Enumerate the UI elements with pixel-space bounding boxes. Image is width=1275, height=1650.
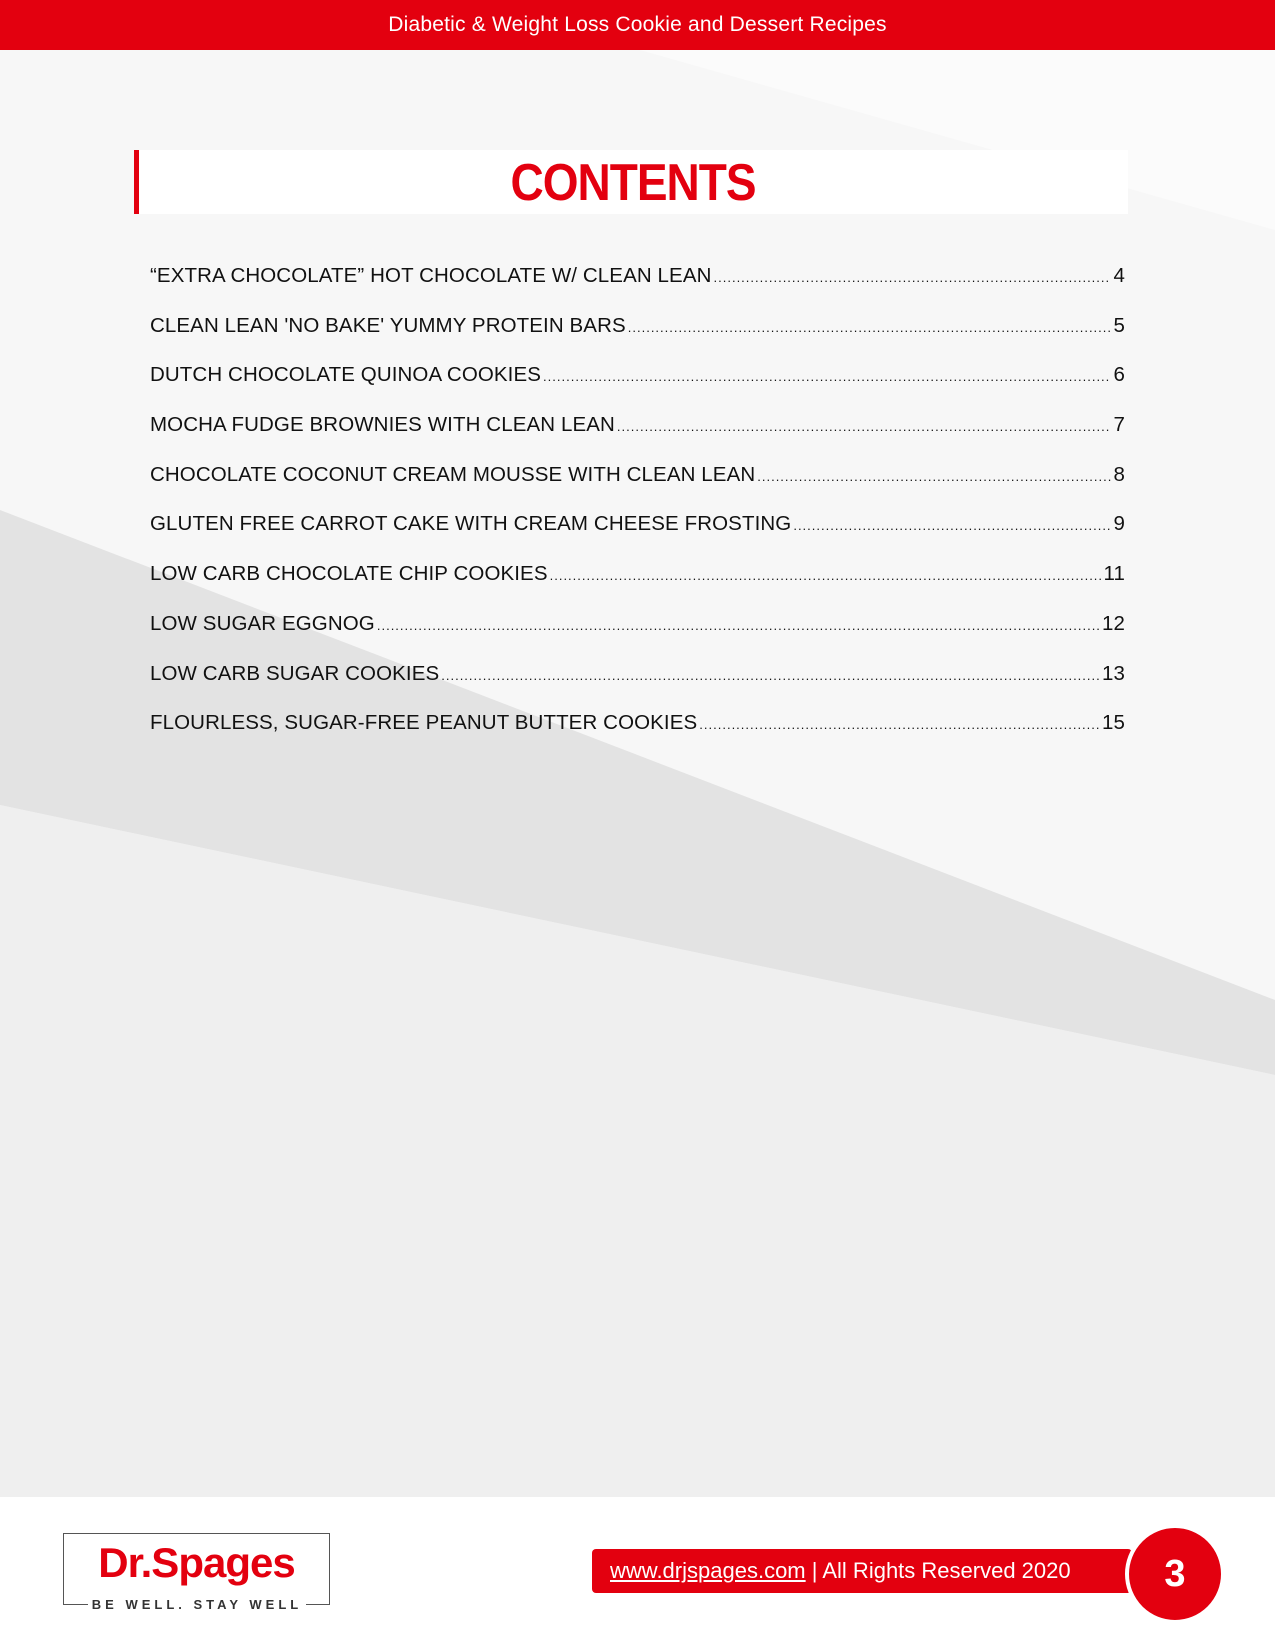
toc-entry-title: LOW SUGAR EGGNOG: [150, 611, 375, 635]
toc-entry-page: 12: [1101, 611, 1125, 635]
toc-dot-leader: [617, 419, 1112, 434]
toc-dot-leader: [699, 717, 1100, 732]
toc-entry[interactable]: [150, 662, 1125, 712]
toc-entry-page: 6: [1113, 363, 1125, 387]
toc-entry[interactable]: [150, 562, 1125, 612]
toc-entry-title: GLUTEN FREE CARROT CAKE WITH CREAM CHEESE FROSTING: [150, 512, 792, 536]
toc-dot-leader: [757, 469, 1111, 484]
toc-entry-page: 9: [1113, 512, 1125, 536]
toc-entry-title: LOW CARB SUGAR COOKIES: [150, 661, 440, 685]
drspages-logo: [63, 1533, 330, 1612]
toc-entry[interactable]: [150, 314, 1125, 364]
logo-wordmark: Dr.Spages: [98, 1539, 295, 1586]
toc-entry[interactable]: [150, 363, 1125, 413]
footer-bar: [592, 1549, 1132, 1593]
toc-entry[interactable]: [150, 264, 1125, 314]
page-footer: [0, 1497, 1275, 1650]
contents-heading-box: [134, 150, 1128, 214]
toc-entry-title: CHOCOLATE COCONUT CREAM MOUSSE WITH CLEAN LEAN: [150, 462, 756, 486]
toc-entry-page: 8: [1113, 462, 1125, 486]
toc-dot-leader: [550, 568, 1102, 583]
toc-dot-leader: [441, 668, 1100, 683]
toc-entry-title: CLEAN LEAN 'NO BAKE' YUMMY PROTEIN BARS: [150, 313, 626, 337]
toc-dot-leader: [714, 270, 1112, 285]
toc-entry-title: MOCHA FUDGE BROWNIES WITH CLEAN LEAN: [150, 413, 615, 437]
toc-entry-title: LOW CARB CHOCOLATE CHIP COOKIES: [150, 562, 548, 586]
toc-entry-title: “EXTRA CHOCOLATE” HOT CHOCOLATE W/ CLEAN LEAN: [150, 264, 712, 287]
toc-entry-title: DUTCH CHOCOLATE QUINOA COOKIES: [150, 363, 542, 387]
toc-dot-leader: [793, 518, 1111, 533]
website-link[interactable]: www.drjspages.com: [610, 1558, 806, 1583]
toc-dot-leader: [377, 618, 1100, 633]
table-of-contents: [150, 264, 1125, 761]
logo-tagline: BE WELL. STAY WELL: [88, 1597, 306, 1613]
copyright-text: | All Rights Reserved 2020: [805, 1558, 1071, 1583]
toc-entry-page: 7: [1113, 413, 1125, 437]
toc-entry[interactable]: [150, 512, 1125, 562]
document-title: Diabetic & Weight Loss Cookie and Dessert Recipes: [388, 13, 887, 36]
toc-entry-page: 13: [1101, 661, 1125, 685]
toc-dot-leader: [543, 369, 1111, 384]
header-bar: [0, 0, 1275, 50]
toc-entry-page: 5: [1113, 313, 1125, 337]
toc-entry[interactable]: [150, 711, 1125, 761]
contents-heading: CONTENTS: [510, 152, 756, 212]
toc-entry[interactable]: [150, 612, 1125, 662]
toc-entry-title: FLOURLESS, SUGAR-FREE PEANUT BUTTER COOKIES: [150, 711, 698, 735]
toc-entry[interactable]: [150, 463, 1125, 513]
toc-entry-page: 4: [1113, 264, 1125, 287]
toc-dot-leader: [628, 320, 1112, 335]
toc-entry-page: 11: [1103, 562, 1125, 586]
page-number-badge: 3: [1125, 1524, 1225, 1624]
toc-entry[interactable]: [150, 413, 1125, 463]
toc-entry-page: 15: [1101, 711, 1125, 735]
